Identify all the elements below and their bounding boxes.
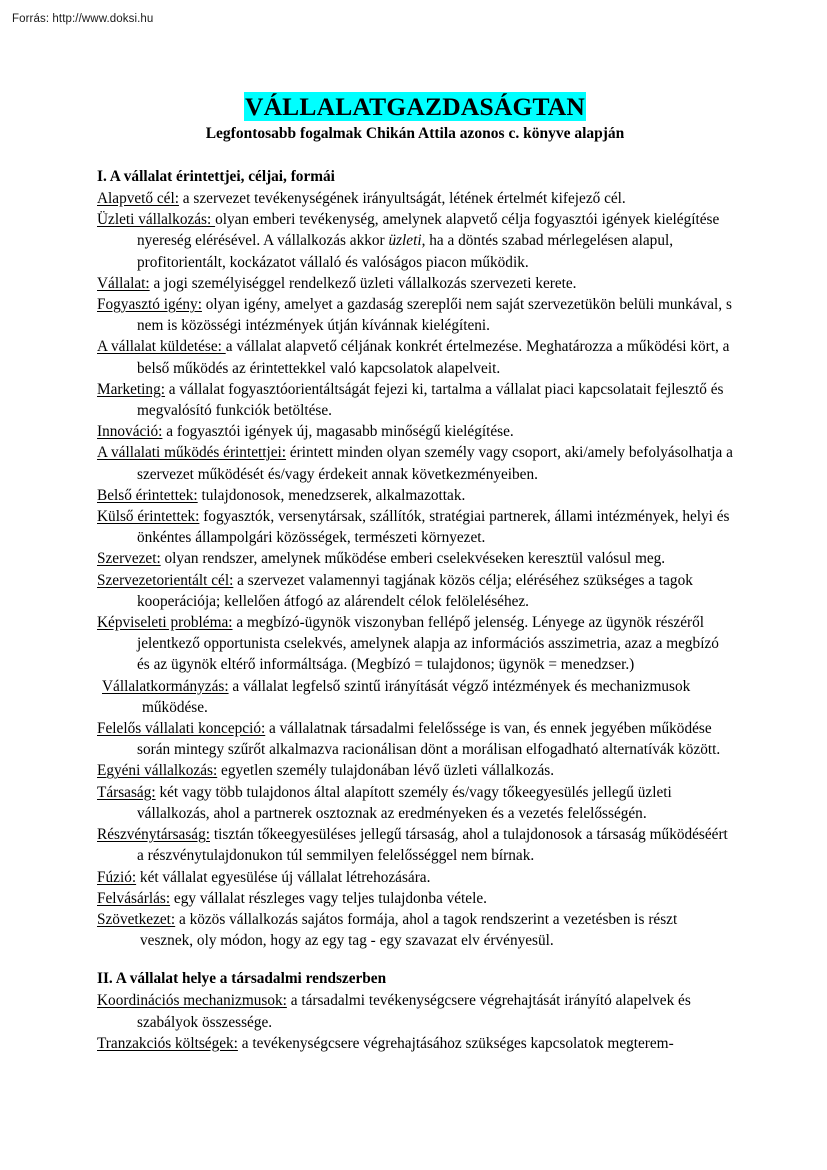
definition-text: a vállalat alapvető céljának konkrét értelmezése. Meghatározza a működési kört, a belső működés az érintettekkel való kapcsolatok alapelveit.	[137, 338, 730, 377]
definition-entry	[97, 188, 733, 209]
definition-entry	[97, 867, 733, 888]
page-title	[97, 92, 733, 122]
definition-term: Üzleti vállalkozás:	[97, 211, 216, 229]
section-spacer	[97, 951, 733, 968]
definition-term: Koordinációs mechanizmusok:	[97, 992, 287, 1010]
definition-term: Vállalat:	[97, 274, 150, 292]
definition-text: a szervezet valamennyi tagjának közös célja; eléréséhez szükséges a tagok kooperációja; kellelően átfogó az alárendelt célok felöleléséhez.	[137, 571, 693, 610]
definition-term: Felelős vállalati koncepció:	[97, 720, 266, 738]
definition-entry	[97, 506, 733, 548]
definition-entry	[97, 909, 733, 930]
definition-term: Innováció:	[97, 423, 163, 441]
source-url-stamp: Forrás: http://www.doksi.hu	[12, 13, 154, 25]
definition-entry	[97, 273, 733, 294]
definition-entry	[97, 209, 733, 273]
definition-term: Képviseleti probléma:	[97, 614, 233, 632]
definition-continuation: vesznek, oly módon, hogy az egy tag - egy szavazat elv érvényesül.	[140, 932, 554, 950]
definition-term: Felvásárlás:	[97, 889, 171, 907]
definition-text: a vállalat fogyasztóorientáltságát fejezi ki, tartalma a vállalat piaci kapcsolatait fejlesztő és megvalósító funkciók betöltése.	[137, 380, 724, 420]
definition-text: a fogyasztói igények új, magasabb minőségű kielégítése.	[162, 423, 514, 441]
definition-text: a vállalatnak társadalmi felelőssége is van, és ennek jegyében működése során mintegy szűrőt alkalmazva racionálisan dönt a morálisan elfogadható alternatívák között.	[137, 720, 721, 759]
definition-text: a közös vállalkozás sajátos formája, ahol a tagok rendszerint a vezetésben is részt	[175, 910, 678, 928]
definition-term: Szövetkezet:	[97, 910, 176, 928]
definition-entry	[97, 782, 733, 824]
definition-text: a megbízó-ügynök viszonyban fellépő jelenség. Lényege az ügynök részéről jelentkező opportunista cselekvés, amelynek alapja az információs asszimetria, azaz a megbízó és az ügynök eltérő informáltsága. (Megbízó = tulajdonos; ügynök = menedzser.)	[137, 614, 719, 674]
definition-entry	[97, 676, 733, 718]
definition-term: Részvénytársaság:	[97, 826, 210, 844]
definition-text: érintett minden olyan személy vagy csoport, aki/amely befolyásolhatja a szervezet működését és/vagy érdekeit annak következményeiben.	[137, 444, 733, 483]
definition-entry	[97, 824, 733, 866]
definition-text: fogyasztók, versenytársak, szállítók, stratégiai partnerek, állami intézmények, helyi és önkéntes állampolgári közösségek, természeti környezet.	[137, 508, 730, 547]
definition-entry	[97, 485, 733, 506]
definition-entry	[97, 570, 733, 612]
definition-text: olyan igény, amelyet a gazdaság szereplői nem saját szervezetükön belüli munkával, s nem is közösségi intézmények útján kívánnak kielégíteni.	[137, 296, 732, 335]
definition-text: a szervezet tevékenységének irányultságát, létének értelmét kifejező cél.	[178, 190, 626, 207]
definition-term: A vállalati működés érintettjei:	[97, 444, 287, 462]
definition-entry	[97, 1033, 733, 1054]
definition-text: a jogi személyiséggel rendelkező üzleti vállalkozás szervezeti kerete.	[149, 274, 577, 292]
definition-term: Marketing:	[97, 380, 165, 398]
definition-term: Vállalatkormányzás:	[102, 677, 229, 695]
definition-entry	[97, 548, 733, 569]
definition-entry	[97, 612, 733, 676]
definition-term: Szervezet:	[97, 550, 161, 568]
definition-text: a vállalat legfelső szintű irányítását végző intézmények és mechanizmusok működése.	[142, 677, 691, 716]
definition-term: Belső érintettek:	[97, 486, 198, 504]
definition-entry	[97, 379, 733, 421]
definition-entry	[97, 442, 733, 484]
definition-entry	[97, 421, 733, 442]
definition-text: egy vállalat részleges vagy teljes tulajdonba vétele.	[170, 889, 487, 907]
sections-container	[97, 166, 733, 1054]
definition-text: a tevékenységcsere végrehajtásához szükséges kapcsolatok megterem-	[237, 1034, 674, 1052]
definition-term: Egyéni vállalkozás:	[97, 762, 218, 780]
definition-text: , ha a döntés szabad mérlegelésen alapul, profitorientált, kockázatot vállaló és valóságos piacon működik.	[137, 232, 674, 271]
definition-term: Alapvető cél:	[97, 190, 179, 207]
definition-entry	[97, 888, 733, 909]
definition-entry	[97, 718, 733, 760]
definition-entry	[97, 336, 733, 378]
definition-text: tisztán tőkeegyesüléses jellegű társaság, ahol a tulajdonosok a társaság működéséért a részvénytulajdonukon túl semmilyen felelősséggel nem bírnak.	[137, 826, 728, 865]
definition-entry	[97, 990, 733, 1032]
definition-text: olyan emberi tevékenység, amelynek alapvető célja fogyasztói igények kielégítése nyereség elérésével. A vállalkozás akkor	[137, 211, 720, 250]
definition-text: egyetlen személy tulajdonában lévő üzleti vállalkozás.	[217, 762, 555, 780]
section-heading: II. A vállalat helye a társadalmi rendszerben	[97, 970, 387, 988]
definition-term: Társaság:	[97, 783, 156, 801]
definition-text: két vagy több tulajdonos által alapított személy és/vagy tőkeegyesülés jellegű üzleti vállalkozás, ahol a partnerek osztoznak az eredményeken és a vezetés felelősségén.	[137, 783, 672, 822]
definition-text: két vállalat egyesülése új vállalat létrehozására.	[136, 868, 431, 886]
definition-term: Tranzakciós költségek:	[97, 1034, 238, 1052]
definition-term: Fogyasztó igény:	[97, 296, 202, 314]
definition-text: tulajdonosok, menedzserek, alkalmazottak.	[197, 486, 466, 504]
page-title-text: VÁLLALATGAZDASÁGTAN	[244, 92, 586, 121]
definition-text: a társadalmi tevékenységcsere végrehajtását irányító alapelvek és szabályok összessége.	[137, 992, 691, 1031]
definition-term: A vállalat küldetése:	[97, 338, 226, 356]
document-content	[97, 92, 733, 1054]
definition-term: Szervezetorientált cél:	[97, 571, 234, 589]
definition-term: Fúzió:	[97, 868, 137, 886]
page-subtitle: Legfontosabb fogalmak Chikán Attila azonos c. könyve alapján	[205, 125, 625, 142]
definition-emphasis: üzleti	[388, 232, 422, 250]
definition-entry	[97, 294, 733, 336]
section-heading: I. A vállalat érintettjei, céljai, formái	[97, 168, 335, 185]
definition-text: olyan rendszer, amelynek működése emberi cselekvéseken keresztül valósul meg.	[160, 550, 666, 568]
definition-term: Külső érintettek:	[97, 508, 200, 526]
definition-entry	[97, 760, 733, 781]
